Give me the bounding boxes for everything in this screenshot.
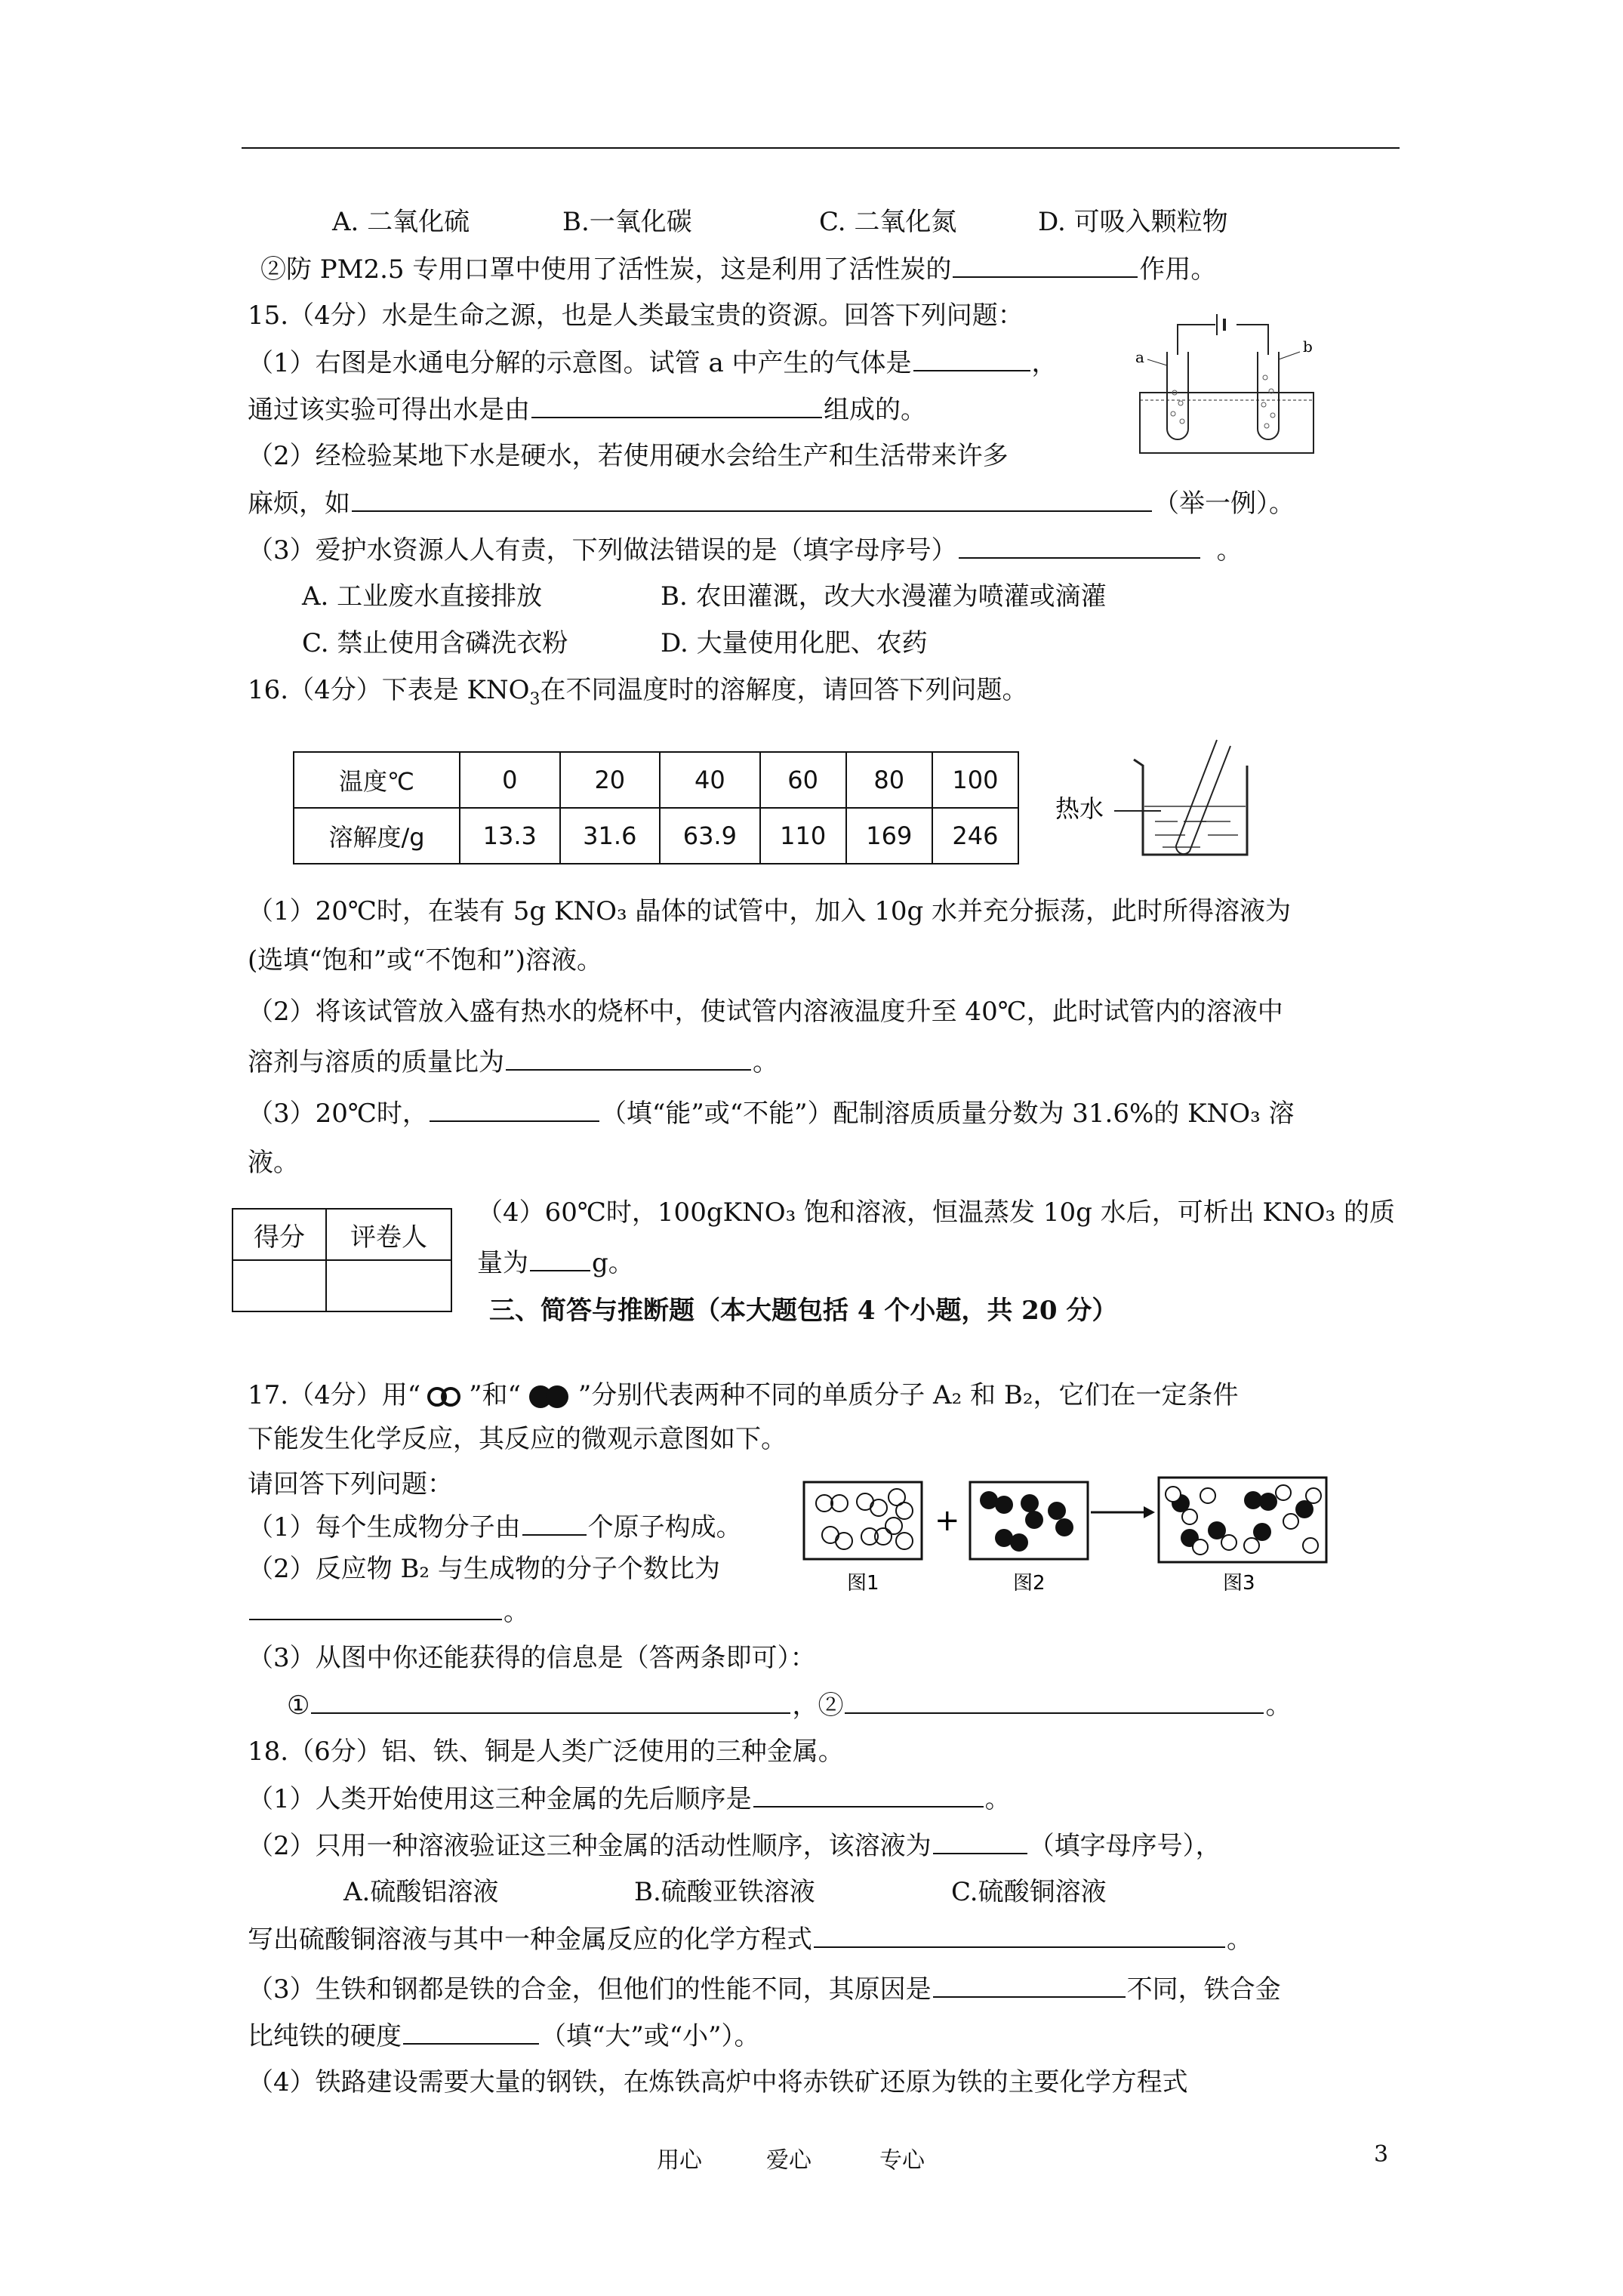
answer-blank[interactable] <box>311 1688 790 1714</box>
table-row <box>294 752 1018 808</box>
hot-water-label: 热水 <box>1055 794 1104 823</box>
table-cell: 63.9 <box>660 808 760 864</box>
q15-option-b: B. 农田灌溉，改大水漫灌为喷灌或滴灌 <box>661 581 1107 612</box>
footer-label: 用心 <box>657 2147 702 2174</box>
answer-blank[interactable] <box>403 2019 539 2045</box>
q16-part4: （4）60℃时，100gKNO₃ 饱和溶液，恒温蒸发 10g 水后，可析出 KNO₃ 的质 <box>477 1197 1395 1228</box>
beaker-water <box>1144 806 1246 847</box>
table-cell: 40 <box>660 752 760 808</box>
q17-part3b-end: 。 <box>1265 1690 1292 1721</box>
q17-part3b <box>287 1688 1291 1722</box>
q17-title <box>248 1379 1238 1412</box>
score-table <box>232 1208 452 1312</box>
q14-option-b: B.一氧化碳 <box>562 207 692 237</box>
table-cell: 60 <box>760 752 846 808</box>
q17-part2: （2）反应物 B₂ 与生成物的分子个数比为 <box>248 1554 720 1584</box>
q16-part3-text: （3）20℃时， <box>248 1099 428 1129</box>
answer-blank[interactable] <box>352 486 1152 512</box>
q18-part3b-text: 比纯铁的硬度 <box>248 2021 402 2051</box>
q16-title-end: 在不同温度时的溶解度，请回答下列问题。 <box>540 675 1028 705</box>
table-cell: 13.3 <box>460 808 560 864</box>
answer-blank[interactable] <box>506 1045 751 1071</box>
q14-option-a: A. 二氧化硫 <box>332 207 470 237</box>
answer-blank[interactable] <box>430 1096 599 1122</box>
header-rule <box>242 147 1400 149</box>
table-cell: 246 <box>932 808 1018 864</box>
q17-part2b-end: 。 <box>504 1597 529 1627</box>
q15-part1b <box>248 393 926 427</box>
figure-3-products <box>1159 1478 1326 1562</box>
answer-blank[interactable] <box>249 1595 502 1620</box>
q18-equation-text: 写出硫酸铜溶液与其中一种金属反应的化学方程式 <box>248 1925 812 1955</box>
q16-part2b <box>248 1045 778 1079</box>
q16-part1b: (选填“饱和”或“不饱和”)溶液。 <box>248 945 603 975</box>
q14-part2-text: ②防 PM2.5 专用口罩中使用了活性炭，这是利用了活性炭的 <box>260 254 952 285</box>
figure-2-caption: 图2 <box>1013 1572 1046 1595</box>
q15-part1 <box>248 346 1058 380</box>
footer-label: 爱心 <box>766 2147 812 2174</box>
table-cell: 溶解度/g <box>294 808 460 864</box>
test-tube <box>1176 740 1230 854</box>
q16-part4b <box>477 1246 634 1280</box>
label-b: b <box>1303 337 1313 356</box>
figure-1-caption: 图1 <box>847 1572 879 1595</box>
q16-part4b-end: g。 <box>592 1248 634 1278</box>
table-cell: 100 <box>932 752 1018 808</box>
grader-cell[interactable] <box>326 1260 451 1311</box>
q15-part1b-text: 通过该实验可得出水是由 <box>248 395 530 425</box>
q17-part1-end: 个原子构成。 <box>587 1512 742 1542</box>
q16-part2b-text: 溶剂与溶质的质量比为 <box>248 1047 504 1077</box>
table-cell: 温度℃ <box>294 752 460 808</box>
page-number: 3 <box>1374 2141 1389 2168</box>
section-3-heading: 三、简答与推断题（本大题包括 4 个小题，共 20 分） <box>489 1296 1118 1326</box>
q15-option-d: D. 大量使用化肥、农药 <box>661 628 928 658</box>
q16-part2b-end: 。 <box>753 1047 778 1077</box>
q15-title: 15.（4分）水是生命之源，也是人类最宝贵的资源。回答下列问题： <box>248 300 1024 331</box>
q18-title: 18.（6分）铝、铁、铜是人类广泛使用的三种金属。 <box>248 1737 844 1767</box>
q15-option-c: C. 禁止使用含磷洗衣粉 <box>302 628 568 658</box>
q16-title <box>248 673 1028 710</box>
q16-part2: （2）将该试管放入盛有热水的烧杯中，使试管内溶液温度升至 40℃，此时试管内的溶液中 <box>248 997 1283 1027</box>
q15-part2b <box>248 486 1295 520</box>
q17-part3: （3）从图中你还能获得的信息是（答两条即可）： <box>248 1643 816 1673</box>
q14-option-c: C. 二氧化氮 <box>819 207 957 237</box>
q15-part1-text: （1）右图是水通电分解的示意图。试管 a 中产生的气体是 <box>248 348 912 378</box>
table-row <box>233 1209 451 1260</box>
plus-sign: + <box>935 1503 960 1538</box>
gas-bubbles <box>1171 375 1275 428</box>
table-cell: 20 <box>560 752 661 808</box>
table-cell: 0 <box>460 752 560 808</box>
q16-part3b: 液。 <box>248 1148 299 1178</box>
q18-part3b <box>248 2019 760 2053</box>
solubility-table <box>293 751 1019 864</box>
q18-option-c: C.硫酸铜溶液 <box>951 1877 1107 1907</box>
q18-option-b: B.硫酸亚铁溶液 <box>634 1877 815 1907</box>
q15-part1b-end: 组成的。 <box>824 395 926 425</box>
q18-part2 <box>248 1829 1221 1863</box>
q15-part2: （2）经检验某地下水是硬水，若使用硬水会给生产和生活带来许多 <box>248 441 1009 471</box>
q16-part1: （1）20℃时，在装有 5g KNO₃ 晶体的试管中，加入 10g 水并充分振荡，此时所得溶液为 <box>248 896 1292 926</box>
q17-part1-text: （1）每个生成物分子由 <box>248 1512 521 1542</box>
table-cell: 169 <box>846 808 932 864</box>
q16-title-text: 16.（4分）下表是 KNO <box>248 675 530 705</box>
reaction-arrow <box>1091 1506 1155 1518</box>
answer-blank[interactable] <box>959 533 1200 559</box>
q17-part3b-1: ① <box>287 1690 310 1721</box>
table-cell: 110 <box>760 808 846 864</box>
q16-title-subscript: 3 <box>529 690 540 709</box>
water-trough <box>1140 393 1313 453</box>
grader-header: 评卷人 <box>326 1209 451 1260</box>
q18-part1-end: 。 <box>984 1784 1011 1814</box>
test-tube-b <box>1258 352 1279 439</box>
electrolysis-figure <box>1125 302 1329 461</box>
answer-blank[interactable] <box>814 1922 1225 1948</box>
q17-title-c: ”分别代表两种不同的单质分子 A₂ 和 B₂，它们在一定条件 <box>577 1380 1239 1410</box>
answer-blank[interactable] <box>753 1782 984 1808</box>
q15-option-a: A. 工业废水直接排放 <box>302 581 543 612</box>
answer-blank[interactable] <box>913 346 1030 371</box>
q15-part1-end: ， <box>1031 348 1058 378</box>
label-a: a <box>1135 348 1144 366</box>
q17-part3b-2: ，② <box>792 1690 844 1721</box>
q18-equation <box>248 1922 1252 1956</box>
q15-part3-text: （3）爱护水资源人人有责，下列做法错误的是（填字母序号） <box>248 535 957 566</box>
q18-part3b-end: （填“大”或“小”）。 <box>540 2021 760 2051</box>
answer-blank[interactable] <box>845 1688 1264 1714</box>
table-row <box>294 808 1018 864</box>
table-row <box>233 1260 451 1311</box>
q16-part3-end: （填“能”或“不能”）配制溶质质量分数为 31.6%的 KNO₃ 溶 <box>600 1099 1295 1129</box>
q17-title-b: ”和“ <box>469 1380 521 1410</box>
q14-option-d: D. 可吸入颗粒物 <box>1038 207 1228 237</box>
q17-title-a: 17.（4分）用“ <box>248 1380 421 1410</box>
q17-part2b <box>248 1595 529 1629</box>
molecule-a2-icon <box>420 1385 469 1408</box>
score-header: 得分 <box>233 1209 326 1260</box>
table-cell: 80 <box>846 752 932 808</box>
test-tube-a <box>1167 352 1188 439</box>
q18-part4: （4）铁路建设需要大量的钢铁，在炼铁高炉中将赤铁矿还原为铁的主要化学方程式 <box>248 2067 1188 2097</box>
q17-ask: 请回答下列问题： <box>248 1469 453 1499</box>
figure-2-b2-molecules <box>970 1482 1088 1559</box>
q15-part2b-text: 麻烦，如 <box>248 488 350 519</box>
footer-label: 专心 <box>879 2147 925 2174</box>
q18-equation-end: 。 <box>1227 1925 1252 1955</box>
reaction-diagram <box>800 1476 1329 1604</box>
q18-part2-text: （2）只用一种溶液验证这三种金属的活动性顺序，该溶液为 <box>248 1831 932 1861</box>
q18-part1-text: （1）人类开始使用这三种金属的先后顺序是 <box>248 1784 752 1814</box>
q18-part1 <box>248 1782 1011 1816</box>
q16-part4b-text: 量为 <box>477 1248 528 1278</box>
q18-part3-text: （3）生铁和钢都是铁的合金，但他们的性能不同，其原因是 <box>248 1974 932 2005</box>
answer-blank[interactable] <box>933 1829 1027 1854</box>
q15-part3 <box>248 533 1243 567</box>
q16-part3 <box>248 1096 1295 1130</box>
circuit-wire <box>1178 314 1268 355</box>
score-cell[interactable] <box>233 1260 326 1311</box>
q14-part2-end: 作用。 <box>1139 254 1217 285</box>
table-cell: 31.6 <box>560 808 661 864</box>
molecule-b2-icon <box>521 1384 578 1410</box>
answer-blank[interactable] <box>522 1510 587 1536</box>
figure-3-caption: 图3 <box>1223 1572 1255 1595</box>
q17-part1 <box>248 1510 742 1544</box>
figure-1-a2-molecules <box>804 1482 922 1559</box>
q15-part3-end: 。 <box>1216 535 1243 566</box>
beaker-figure <box>1049 732 1253 868</box>
q17-line2: 下能发生化学反应，其反应的微观示意图如下。 <box>248 1424 787 1454</box>
q18-part3-end: 不同，铁合金 <box>1126 1974 1281 2005</box>
q15-part2b-end: （举一例）。 <box>1153 488 1295 519</box>
answer-blank[interactable] <box>531 393 822 418</box>
q18-part2-end: （填字母序号）， <box>1028 1831 1221 1861</box>
q14-part2 <box>260 252 1216 286</box>
answer-blank[interactable] <box>530 1246 590 1271</box>
answer-blank[interactable] <box>953 252 1138 278</box>
answer-blank[interactable] <box>933 1972 1126 1998</box>
q18-option-a: A.硫酸铝溶液 <box>343 1877 499 1907</box>
q18-part3 <box>248 1972 1281 2006</box>
